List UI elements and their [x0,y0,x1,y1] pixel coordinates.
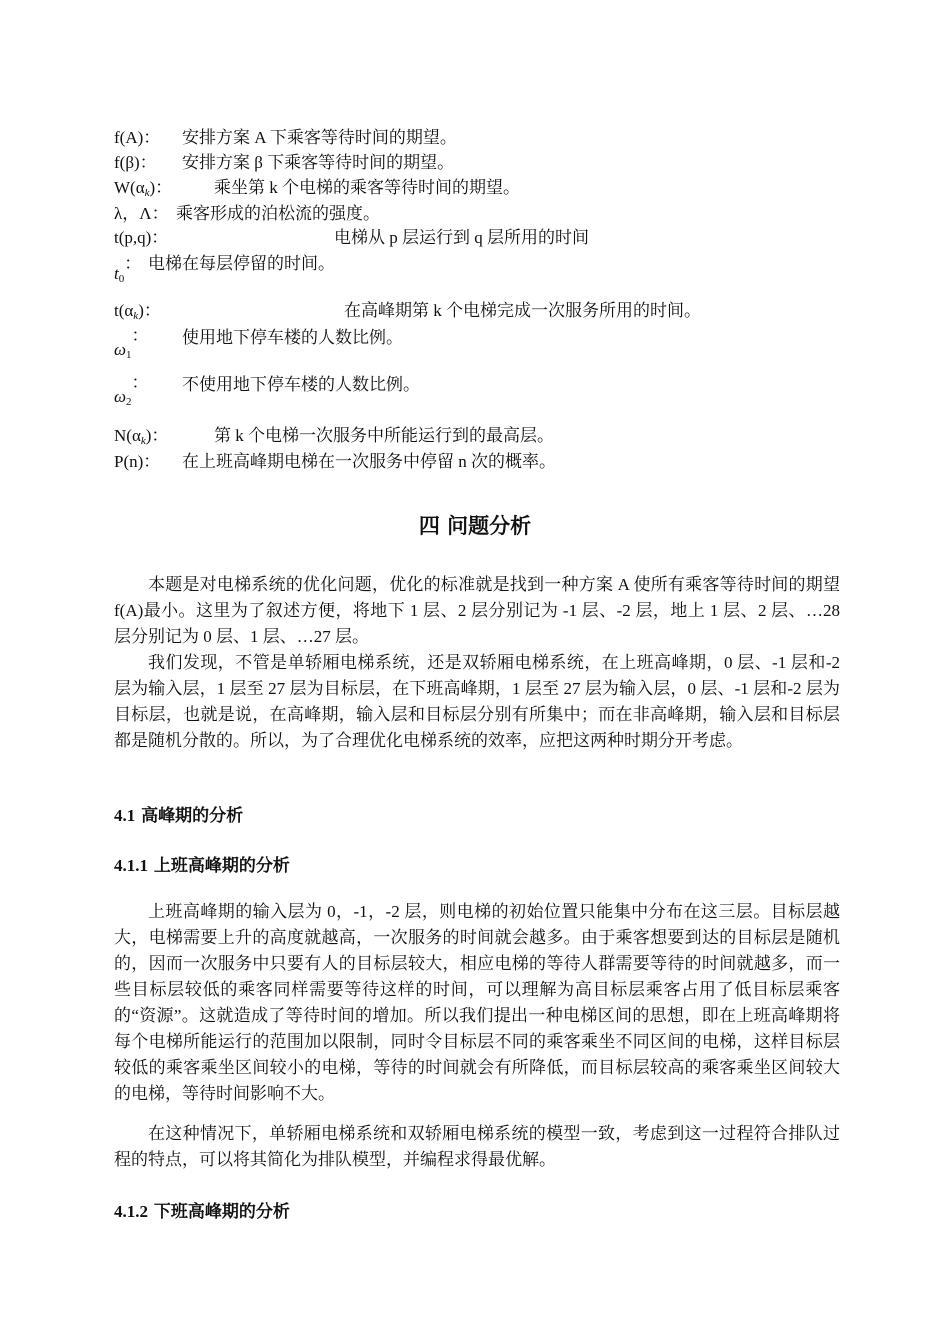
notation-fA [114,127,457,149]
section-title: 四 问题分析 [418,514,532,538]
paragraph-observation: 我们发现，不管是单轿厢电梯系统，还是双轿厢电梯系统，在上班高峰期，0 层、-1 层和-2 层为输入层，1 层至 27 层为目标层，在下班高峰期，1 层至 27 层为输入层，0 层、-1 层和-2 层为目标层，也就是说，在高峰期，输入层和目标层分别有所集中；而在非高峰期，输入层和目标层都是随机分散的。所以，为了合理优化电梯系统的效率，应把这两种时期分开考虑。 [114,653,840,750]
notation-desc: 电梯在每层停留的时间。 [148,254,335,273]
notation-term: $\omega_2$： [114,373,149,408]
notation-term: $W(\alpha_k)$： [114,178,173,199]
notation-term: $t(\alpha_k)$： [114,301,161,322]
notation-desc: 在高峰期第 k 个电梯完成一次服务所用的时间。 [344,301,701,320]
notation-W-alpha-k [114,177,520,204]
notation-t-alpha-k [114,300,701,327]
paragraph-model: 在这种情况下，单轿厢电梯系统和双轿厢电梯系统的模型一致，考虑到这一过程符合排队过程的特点，可以将其简化为排队模型，并编程求得最优解。 [114,1124,840,1169]
notation-term: λ，Λ： [114,204,169,223]
notation-t0 [114,253,335,285]
notation-t-pq [114,227,589,249]
notation-desc: 不使用地下停车楼的人数比例。 [182,375,420,394]
notation-desc: 电梯从 p 层运行到 q 层所用的时间 [334,228,589,247]
notation-term: f(A)： [114,128,161,147]
notation-term: $\omega_1$： [114,326,149,361]
paragraph-intro: 本题是对电梯系统的优化问题，优化的标准就是找到一种方案 A 使所有乘客等待时间的期望 f(A)最小。这里为了叙述方便，将地下 1 层、2 层分别记为 -1 层、-2 层，地上 1 层、2 层、…28 层分别记为 0 层、1 层、…27 层。 [114,575,840,646]
notation-desc: 安排方案 A 下乘客等待时间的期望。 [182,128,457,147]
notation-term: f(β)： [114,153,157,172]
notation-desc: 使用地下停车楼的人数比例。 [182,328,403,347]
notation-term: P(n)： [114,452,161,471]
notation-desc: 第 k 个电梯一次服务中所能运行到的最高层。 [214,426,554,445]
notation-desc: 在上班高峰期电梯在一次服务中停留 n 次的概率。 [182,452,556,471]
notation-N-alpha-k [114,425,554,452]
notation-term: $t_0$： [114,254,142,285]
notation-desc: 乘客形成的泊松流的强度。 [176,204,380,223]
notation-desc: 乘坐第 k 个电梯的乘客等待时间的期望。 [214,178,520,197]
heading-4-1-1: 4.1.1 上班高峰期的分析 [114,856,290,876]
notation-desc: 安排方案 β 下乘客等待时间的期望。 [182,153,455,172]
notation-fbeta [114,152,455,174]
heading-4-1-2: 4.1.2 下班高峰期的分析 [114,1202,290,1222]
heading-4-1: 4.1 高峰期的分析 [114,806,244,826]
notation-lambda [114,203,380,225]
notation-omega2 [114,373,420,408]
notation-Pn [114,451,556,473]
notation-term: t(p,q)： [114,228,169,247]
paragraph-morning-peak: 上班高峰期的输入层为 0，-1，-2 层，则电梯的初始位置只能集中分布在这三层。目标层越大，电梯需要上升的高度就越高，一次服务的时间就会越多。由于乘客想要到达的目标层是随机的，因而一次服务中只要有人的目标层较大，相应电梯的等待人群需要等待的时间就越多，而一些目标层较低的乘客同样需要等待这样的时间，可以理解为高目标层乘客占用了低目标层乘客的“资源”。这就造成了等待时间的增加。所以我们提出一种电梯区间的思想，即在上班高峰期将每个电梯所能运行的范围加以限制，同时令目标层不同的乘客乘坐不同区间的电梯，这样目标层较低的乘客乘坐区间较小的电梯，等待的时间就会有所降低，而目标层较高的乘客乘坐区间较大的电梯，等待时间影响不大。 [114,902,840,1103]
notation-omega1 [114,326,403,361]
notation-term: $N(\alpha_k)$： [114,426,169,447]
